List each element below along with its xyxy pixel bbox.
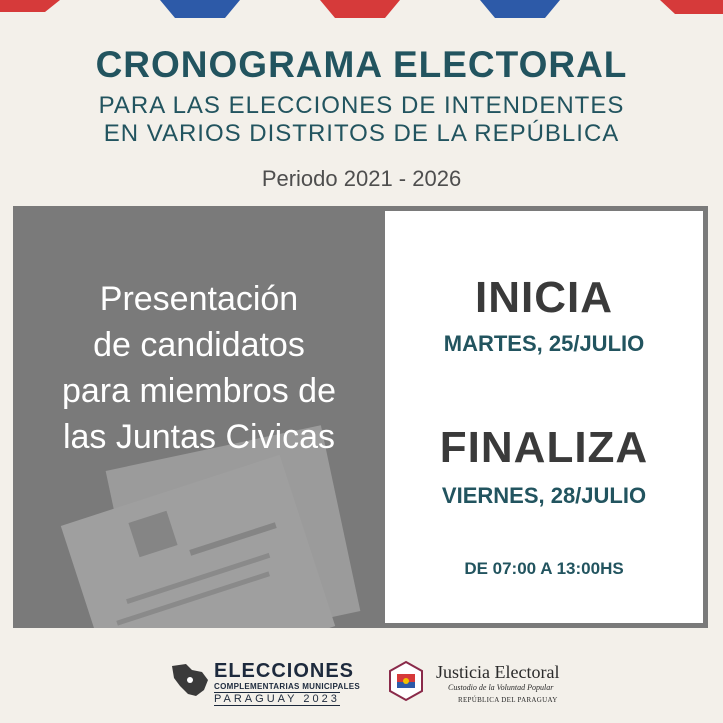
page-title: CRONOGRAMA ELECTORAL — [95, 44, 628, 85]
justicia-electoral-motto: Custodio de la Voluntad Popular — [448, 683, 554, 692]
activity-line-4: las Juntas Civicas — [62, 418, 336, 456]
period-label: Periodo 2021 - 2026 — [261, 166, 462, 191]
activity-description — [13, 276, 385, 460]
elecciones-country: PARAGUAY 2023 — [214, 693, 340, 705]
justicia-electoral-country: REPÚBLICA DEL PARAGUAY — [458, 696, 558, 704]
subtitle-line-2: EN VARIOS DISTRITOS DE LA REPÚBLICA — [103, 120, 620, 147]
header — [0, 44, 723, 192]
flag-stripes-decoration — [0, 0, 723, 22]
activity-panel — [13, 206, 385, 628]
activity-line-3: para miembros de — [61, 372, 336, 410]
activity-line-1: Presentación — [99, 280, 299, 318]
justicia-electoral-logo — [386, 656, 586, 706]
dates-panel — [385, 206, 708, 628]
paraguay-map-icon — [168, 660, 212, 700]
justicia-electoral-title: Justicia Electoral — [436, 662, 560, 682]
start-date: MARTES, 25/JULIO — [443, 331, 645, 356]
start-label: INICIA — [475, 273, 613, 322]
footer-logos — [0, 652, 723, 712]
elecciones-title: ELECCIONES — [214, 660, 355, 682]
activity-line-2: de candidatos — [93, 326, 305, 364]
end-label: FINALIZA — [439, 423, 649, 472]
elecciones-subtitle: COMPLEMENTARIAS MUNICIPALES — [214, 682, 361, 691]
ballot-box-icon — [386, 660, 426, 702]
end-date: VIERNES, 28/JULIO — [441, 483, 647, 508]
subtitle-line-1: PARA LAS ELECCIONES DE INTENDENTES — [98, 92, 625, 119]
hours-label: DE 07:00 A 13:00HS — [464, 559, 624, 578]
elecciones-logo — [168, 656, 361, 706]
